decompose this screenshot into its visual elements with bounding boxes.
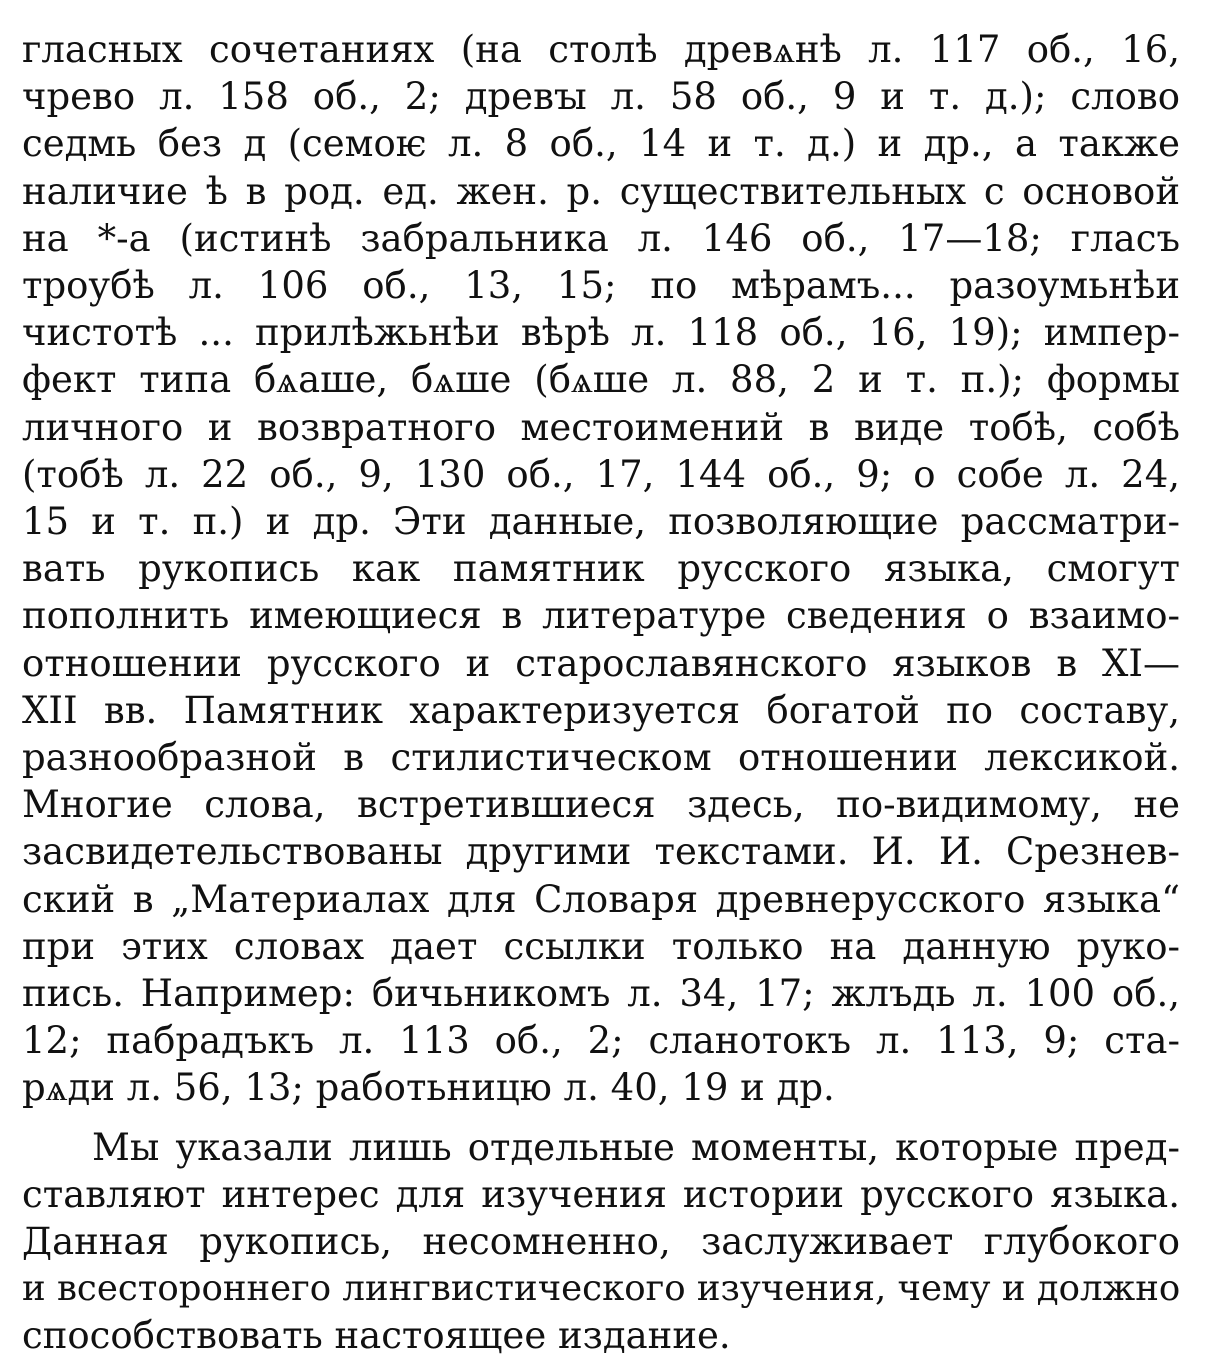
text-line: Данная рукопись, несомненно, заслуживает глубокого: [22, 1220, 1180, 1264]
text-line: пополнить имеющиеся в литературе сведения о взаимо-: [22, 594, 1180, 638]
text-line: на *-а (истинѣ забральника л. 146 об., 17—18; гласъ: [22, 216, 1180, 260]
text-line: гласных сочетаниях (на столѣ древѧнѣ л. 117 об., 16,: [22, 28, 1180, 71]
text-line: 12; пабрадъкъ л. 113 об., 2; сланотокъ л. 113, 9; ста-: [22, 1019, 1180, 1063]
paragraph-1: [22, 26, 1180, 1112]
text-line: при этих словах дает ссылки только на данную руко-: [22, 924, 1180, 968]
text-line: наличие ѣ в род. ед. жен. р. существительных с основой: [22, 169, 1180, 213]
text-line: Мы указали лишь отдельные моменты, которые пред-: [92, 1125, 1180, 1169]
text-line: и всестороннего лингвистического изучения, чему и должно: [22, 1268, 1180, 1310]
text-line: вать рукопись как памятник русского языка, смогут: [22, 547, 1180, 591]
text-line: разнообразной в стилистическом отношении лексикой.: [22, 736, 1180, 780]
text-line: рѧди л. 56, 13; работьницю л. 40, 19 и др.: [22, 1066, 835, 1110]
text-line: троубѣ л. 106 об., 13, 15; по мѣрамъ... разоумьнѣи: [22, 264, 1180, 308]
text-line: Многие слова, встретившиеся здесь, по-видимому, не: [22, 783, 1180, 827]
text-line: пись. Например: бичьникомъ л. 34, 17; жлъдь л. 100 об.,: [22, 972, 1180, 1016]
text-line: фект типа бѧаше, бѧше (бѧше л. 88, 2 и т. п.); формы: [22, 358, 1180, 402]
paragraph-2: [22, 1124, 1180, 1360]
text-line: седмь без д (семоѥ л. 8 об., 14 и т. д.) и др., а также: [22, 122, 1180, 166]
text-line: XII вв. Памятник характеризуется богатой по составу,: [22, 688, 1180, 732]
text-line: 15 и т. п.) и др. Эти данные, позволяющие рассматри-: [22, 500, 1180, 544]
text-line: личного и возвратного местоимений в виде тобѣ, собѣ: [22, 405, 1180, 449]
text-line: чистотѣ ... прилѣжьнѣи вѣрѣ л. 118 об., 16, 19); импер-: [22, 311, 1180, 355]
text-line: отношении русского и старославянского языков в XI—: [22, 641, 1180, 685]
text-line: (тобѣ л. 22 об., 9, 130 об., 17, 144 об., 9; о собе л. 24,: [22, 452, 1180, 496]
text-line: засвидетельствованы другими текстами. И. И. Срезнев-: [22, 830, 1180, 874]
text-line: чрево л. 158 об., 2; древꙑ л. 58 об., 9 и т. д.); слово: [22, 75, 1180, 119]
text-line: способствовать настоящее издание.: [22, 1314, 731, 1358]
text-line: ставляют интерес для изучения истории русского языка.: [22, 1172, 1180, 1216]
text-line: ский в „Материалах для Словаря древнерусского языка“: [22, 877, 1180, 921]
